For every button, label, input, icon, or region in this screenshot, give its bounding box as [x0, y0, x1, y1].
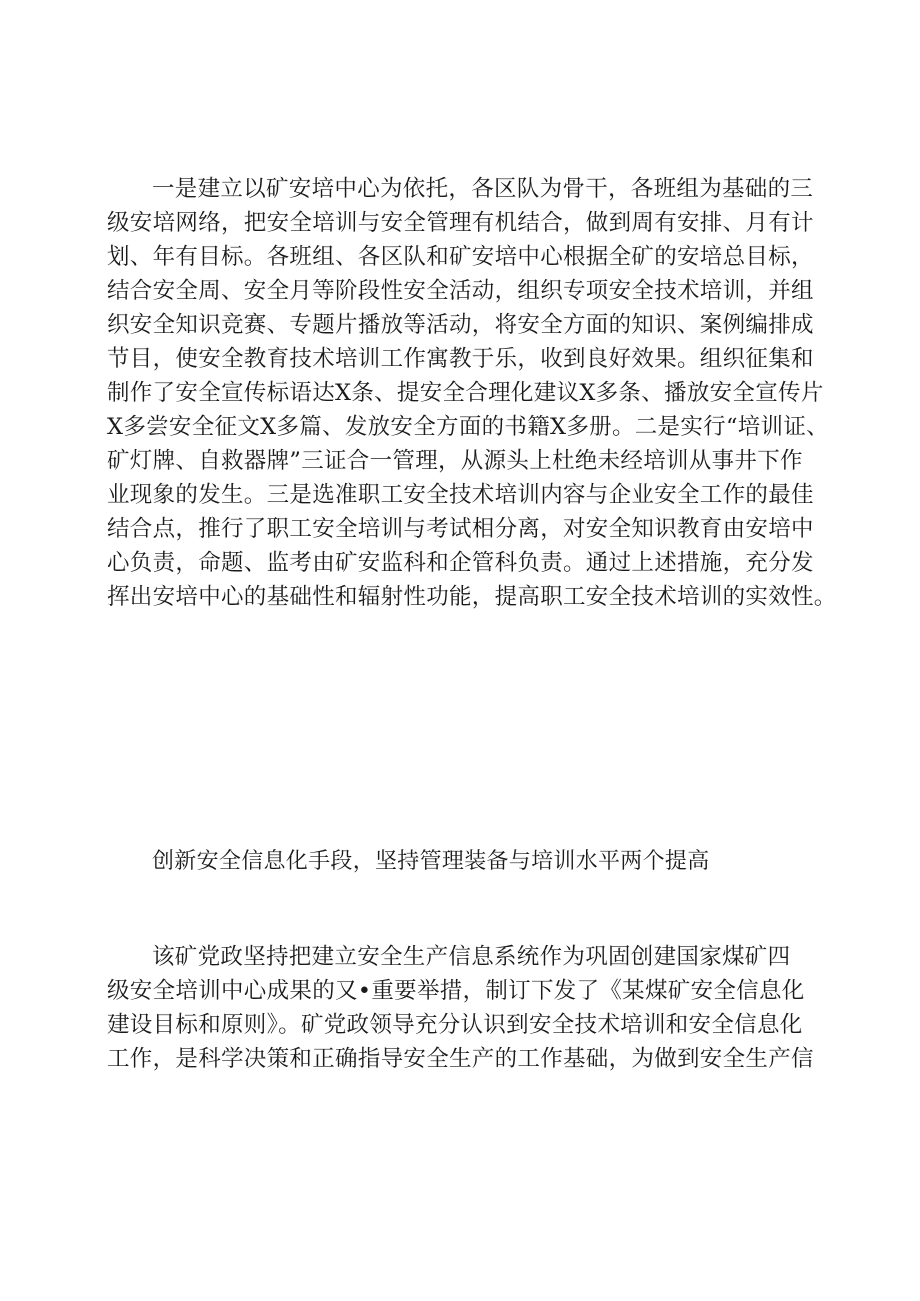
paragraph1-line-5: 织安全知识竞赛、专题片播放等活动，将安全方面的知识、案例编排成 — [107, 312, 814, 338]
paragraph1-line-10: 业现象的发生。三是选准职工安全技术培训内容与企业安全工作的最佳 — [107, 482, 814, 508]
paragraph1-line-13: 挥出安培中心的基础性和辐射性功能，提高职工安全技术培训的实效性。 — [107, 584, 837, 610]
paragraph1-line-7: 制作了安全宣传标语达X条、提安全合理化建议X多条、播放安全宣传片 — [107, 380, 824, 406]
paragraph2-line-3: 建设目标和原则》。矿党政领导充分认识到安全技术培训和安全信息化 — [107, 1012, 803, 1038]
paragraph1-line-6: 节目，使安全教育技术培训工作寓教于乐，收到良好效果。组织征集和 — [107, 346, 814, 372]
paragraph1-line-9: 矿灯牌、自救器牌”三证合一管理，从源头上杜绝未经培训从事井下作 — [107, 448, 803, 474]
paragraph1-line-12: 心负责，命题、监考由矿安监科和企管科负责。通过上述措施，充分发 — [107, 550, 814, 576]
paragraph2-line-2: 级安全培训中心成果的又•重要举措，制订下发了《某煤矿安全信息化 — [107, 978, 805, 1004]
section-heading: 创新安全信息化手段，坚持管理装备与培训水平两个提高 — [152, 849, 710, 874]
paragraph1-line-11: 结合点，推行了职工安全培训与考试相分离，对安全知识教育由安培中 — [107, 516, 814, 542]
paragraph1-line-2: 级安培网络，把安全培训与安全管理有机结合，做到周有安排、月有计 — [107, 210, 814, 236]
paragraph2-line-4: 工作，是科学决策和正确指导安全生产的工作基础，为做到安全生产信 — [107, 1046, 814, 1072]
paragraph1-line-1: 一是建立以矿安培中心为依托，各区队为骨干，各班组为基础的三 — [152, 176, 814, 202]
paragraph1-line-3: 划、年有目标。各班组、各区队和矿安培中心根据全矿的安培总目标， — [107, 244, 814, 270]
paragraph1-line-8: X多尝安全征文X多篇、发放安全方面的书籍X多册。二是实行“培训证、 — [107, 414, 829, 440]
paragraph1-line-4: 结合安全周、安全月等阶段性安全活动，组织专项安全技术培训，并组 — [107, 278, 814, 304]
paragraph2-line-1: 该矿党政坚持把建立安全生产信息系统作为巩固创建国家煤矿四 — [152, 944, 791, 970]
